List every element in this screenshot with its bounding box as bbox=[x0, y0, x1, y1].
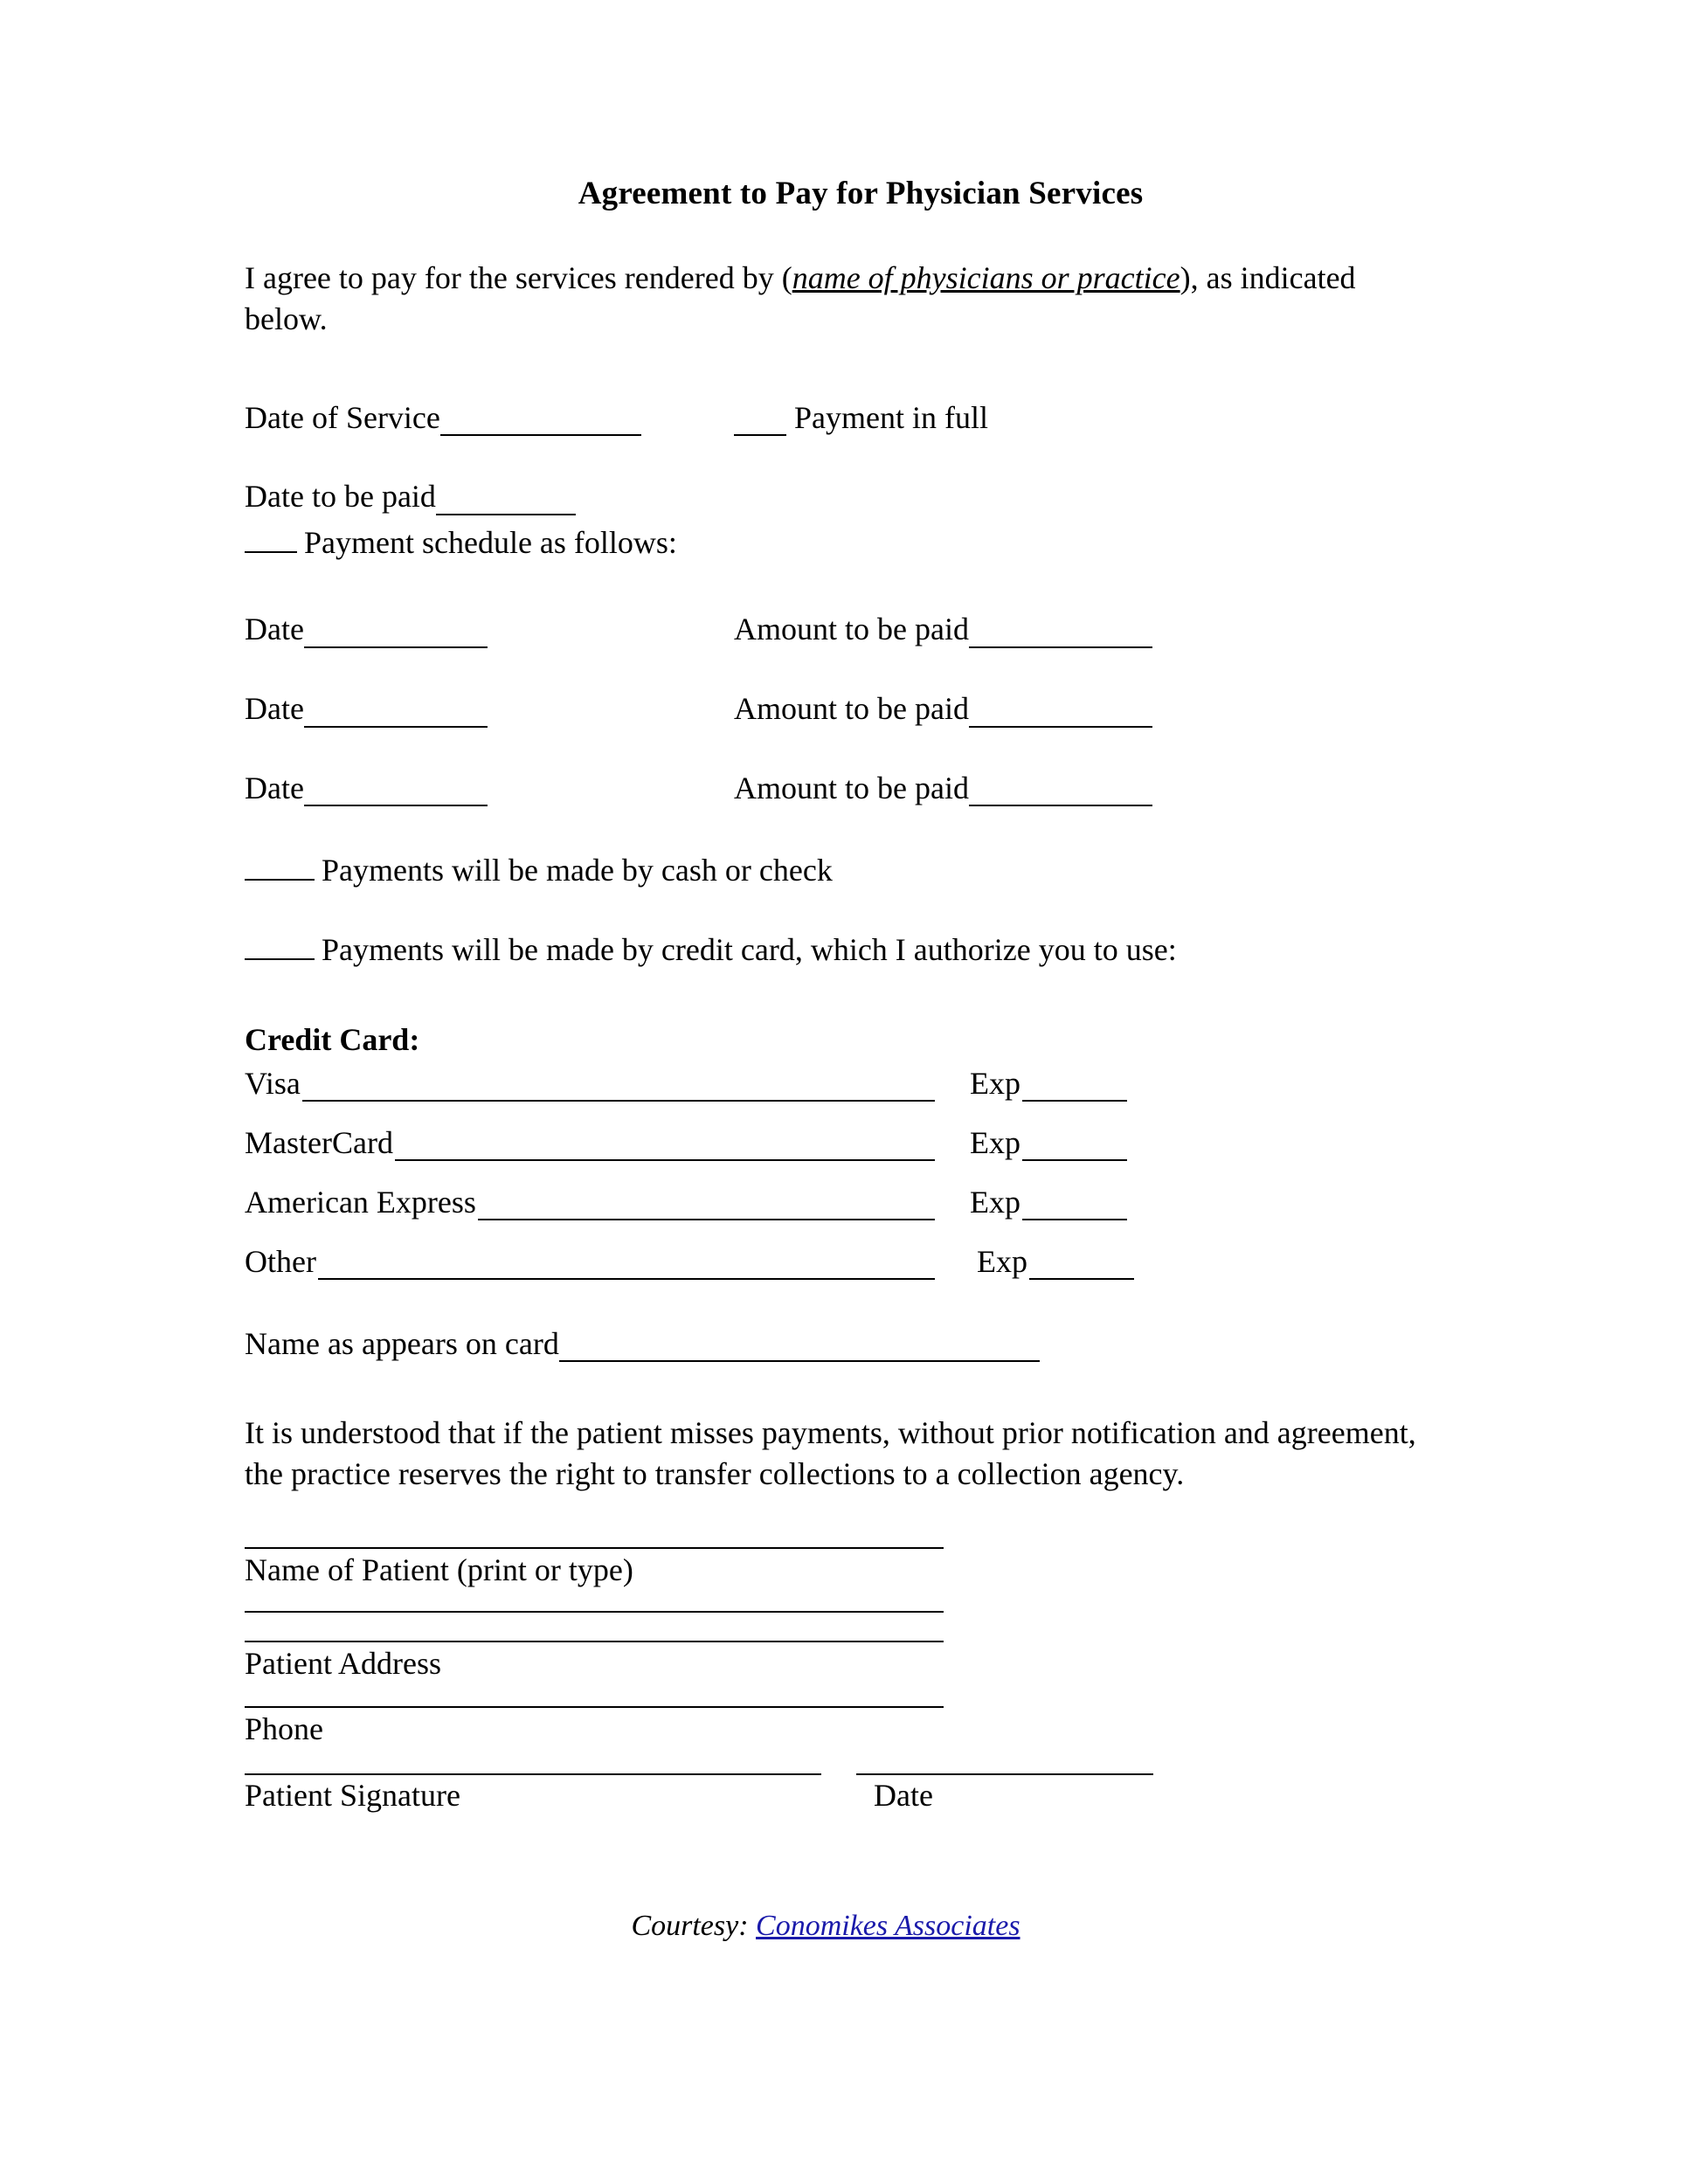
phone-label: Phone bbox=[245, 1711, 323, 1746]
payment-schedule-label: Payment schedule as follows: bbox=[304, 525, 677, 561]
intro-text-after: ), as indicated below. bbox=[245, 260, 1356, 336]
schedule-date-field[interactable] bbox=[245, 688, 734, 729]
amex-number-blank[interactable] bbox=[478, 1192, 935, 1220]
credit-card-row-mastercard bbox=[245, 1124, 1433, 1161]
payment-method-cash-row[interactable] bbox=[245, 850, 1433, 891]
date-of-service-row bbox=[245, 397, 1433, 439]
date-of-service-field[interactable] bbox=[245, 397, 734, 439]
patient-signature-label: Patient Signature bbox=[245, 1777, 460, 1813]
mastercard-exp-blank[interactable] bbox=[1022, 1133, 1127, 1161]
payment-schedule-row[interactable] bbox=[245, 522, 1433, 563]
visa-exp-label: Exp bbox=[970, 1065, 1020, 1101]
name-on-card-row[interactable] bbox=[245, 1325, 1433, 1362]
payment-in-full-checkbox-blank[interactable] bbox=[734, 405, 786, 436]
schedule-amount-field[interactable] bbox=[734, 609, 1433, 650]
page-title: Agreement to Pay for Physician Services bbox=[578, 176, 1144, 211]
other-card-exp-field[interactable] bbox=[977, 1243, 1134, 1280]
schedule-amount-blank[interactable] bbox=[969, 776, 1152, 806]
other-card-exp-label: Exp bbox=[977, 1243, 1027, 1279]
other-card-exp-blank[interactable] bbox=[1029, 1252, 1134, 1280]
visa-number-field[interactable] bbox=[245, 1065, 935, 1102]
mastercard-exp-field[interactable] bbox=[970, 1124, 1127, 1161]
payment-schedule-checkbox-blank[interactable] bbox=[245, 522, 297, 553]
credit-card-checkbox-blank[interactable] bbox=[245, 930, 315, 960]
schedule-date-label: Date bbox=[245, 770, 304, 805]
payment-method-credit-row[interactable] bbox=[245, 930, 1433, 971]
mastercard-number-blank[interactable] bbox=[395, 1133, 935, 1161]
date-to-be-paid-label: Date to be paid bbox=[245, 479, 436, 515]
amex-exp-field[interactable] bbox=[970, 1184, 1127, 1220]
schedule-amount-label: Amount to be paid bbox=[734, 690, 969, 726]
patient-address-blank-line2[interactable] bbox=[245, 1639, 944, 1642]
schedule-date-field[interactable] bbox=[245, 768, 734, 809]
credit-card-heading: Credit Card: bbox=[245, 1021, 420, 1057]
name-on-card-blank[interactable] bbox=[559, 1334, 1040, 1362]
credit-card-row-visa bbox=[245, 1065, 1433, 1102]
signature-date-blank[interactable] bbox=[856, 1772, 1153, 1775]
name-on-card-label: Name as appears on card bbox=[245, 1325, 559, 1361]
schedule-amount-label: Amount to be paid bbox=[734, 770, 969, 805]
schedule-amount-field[interactable] bbox=[734, 688, 1433, 729]
date-of-service-label: Date of Service bbox=[245, 399, 440, 435]
schedule-date-blank[interactable] bbox=[304, 697, 488, 728]
mastercard-label: MasterCard bbox=[245, 1124, 393, 1160]
courtesy-label: Courtesy: bbox=[631, 1909, 749, 1942]
schedule-amount-label: Amount to be paid bbox=[734, 611, 969, 646]
name-of-patient-label: Name of Patient (print or type) bbox=[245, 1552, 633, 1587]
credit-card-row-other bbox=[245, 1243, 1433, 1280]
mastercard-exp-label: Exp bbox=[970, 1124, 1020, 1160]
amex-exp-blank[interactable] bbox=[1022, 1192, 1127, 1220]
visa-label: Visa bbox=[245, 1065, 301, 1101]
patient-address-blank-line1[interactable] bbox=[245, 1609, 944, 1613]
payment-in-full-label: Payment in full bbox=[794, 399, 988, 435]
schedule-amount-field[interactable] bbox=[734, 768, 1433, 809]
date-to-be-paid-field[interactable] bbox=[245, 476, 576, 517]
schedule-date-label: Date bbox=[245, 690, 304, 726]
credit-card-row-amex bbox=[245, 1184, 1433, 1220]
schedule-row bbox=[245, 609, 1433, 650]
amex-label: American Express bbox=[245, 1184, 476, 1220]
conomikes-associates-link[interactable]: Conomikes Associates bbox=[756, 1909, 1020, 1942]
cash-check-checkbox-blank[interactable] bbox=[245, 850, 315, 881]
patient-address-label: Patient Address bbox=[245, 1645, 441, 1681]
signature-block bbox=[245, 1545, 1433, 1814]
intro-paragraph bbox=[245, 258, 1433, 340]
amex-number-field[interactable] bbox=[245, 1184, 935, 1220]
name-of-patient-blank[interactable] bbox=[245, 1545, 944, 1549]
date-of-service-blank[interactable] bbox=[440, 405, 641, 436]
other-card-label: Other bbox=[245, 1243, 316, 1279]
schedule-date-blank[interactable] bbox=[304, 618, 488, 648]
schedule-amount-blank[interactable] bbox=[969, 697, 1152, 728]
payment-in-full-field[interactable] bbox=[734, 397, 1433, 439]
signature-date-labels bbox=[245, 1777, 1433, 1814]
schedule-date-blank[interactable] bbox=[304, 776, 488, 806]
visa-number-blank[interactable] bbox=[302, 1074, 935, 1102]
amex-exp-label: Exp bbox=[970, 1184, 1020, 1220]
schedule-row bbox=[245, 688, 1433, 729]
signature-date-label: Date bbox=[874, 1777, 933, 1813]
schedule-date-label: Date bbox=[245, 611, 304, 646]
mastercard-number-field[interactable] bbox=[245, 1124, 935, 1161]
other-card-number-field[interactable] bbox=[245, 1243, 935, 1280]
schedule-date-field[interactable] bbox=[245, 609, 734, 650]
signature-date-lines bbox=[245, 1772, 1433, 1775]
document-body bbox=[245, 175, 1433, 1943]
cash-check-label: Payments will be made by cash or check bbox=[322, 853, 833, 888]
phone-blank[interactable] bbox=[245, 1704, 944, 1708]
patient-signature-blank[interactable] bbox=[245, 1772, 821, 1775]
date-to-be-paid-row bbox=[245, 476, 1433, 517]
intro-emphasis: name of physicians or practice bbox=[792, 260, 1180, 295]
schedule-amount-blank[interactable] bbox=[969, 618, 1152, 648]
terms-paragraph: It is understood that if the patient misses payments, without prior notification and agreement, the practice reserves the right to transfer collections to a collection agency. bbox=[245, 1414, 1416, 1491]
visa-exp-field[interactable] bbox=[970, 1065, 1127, 1102]
visa-exp-blank[interactable] bbox=[1022, 1074, 1127, 1102]
other-card-number-blank[interactable] bbox=[318, 1252, 935, 1280]
schedule-row bbox=[245, 768, 1433, 809]
intro-text-before: I agree to pay for the services rendered by ( bbox=[245, 260, 792, 295]
credit-card-method-label: Payments will be made by credit card, which I authorize you to use: bbox=[322, 932, 1177, 968]
date-to-be-paid-blank[interactable] bbox=[436, 485, 576, 515]
footer-courtesy bbox=[245, 1910, 1433, 1943]
